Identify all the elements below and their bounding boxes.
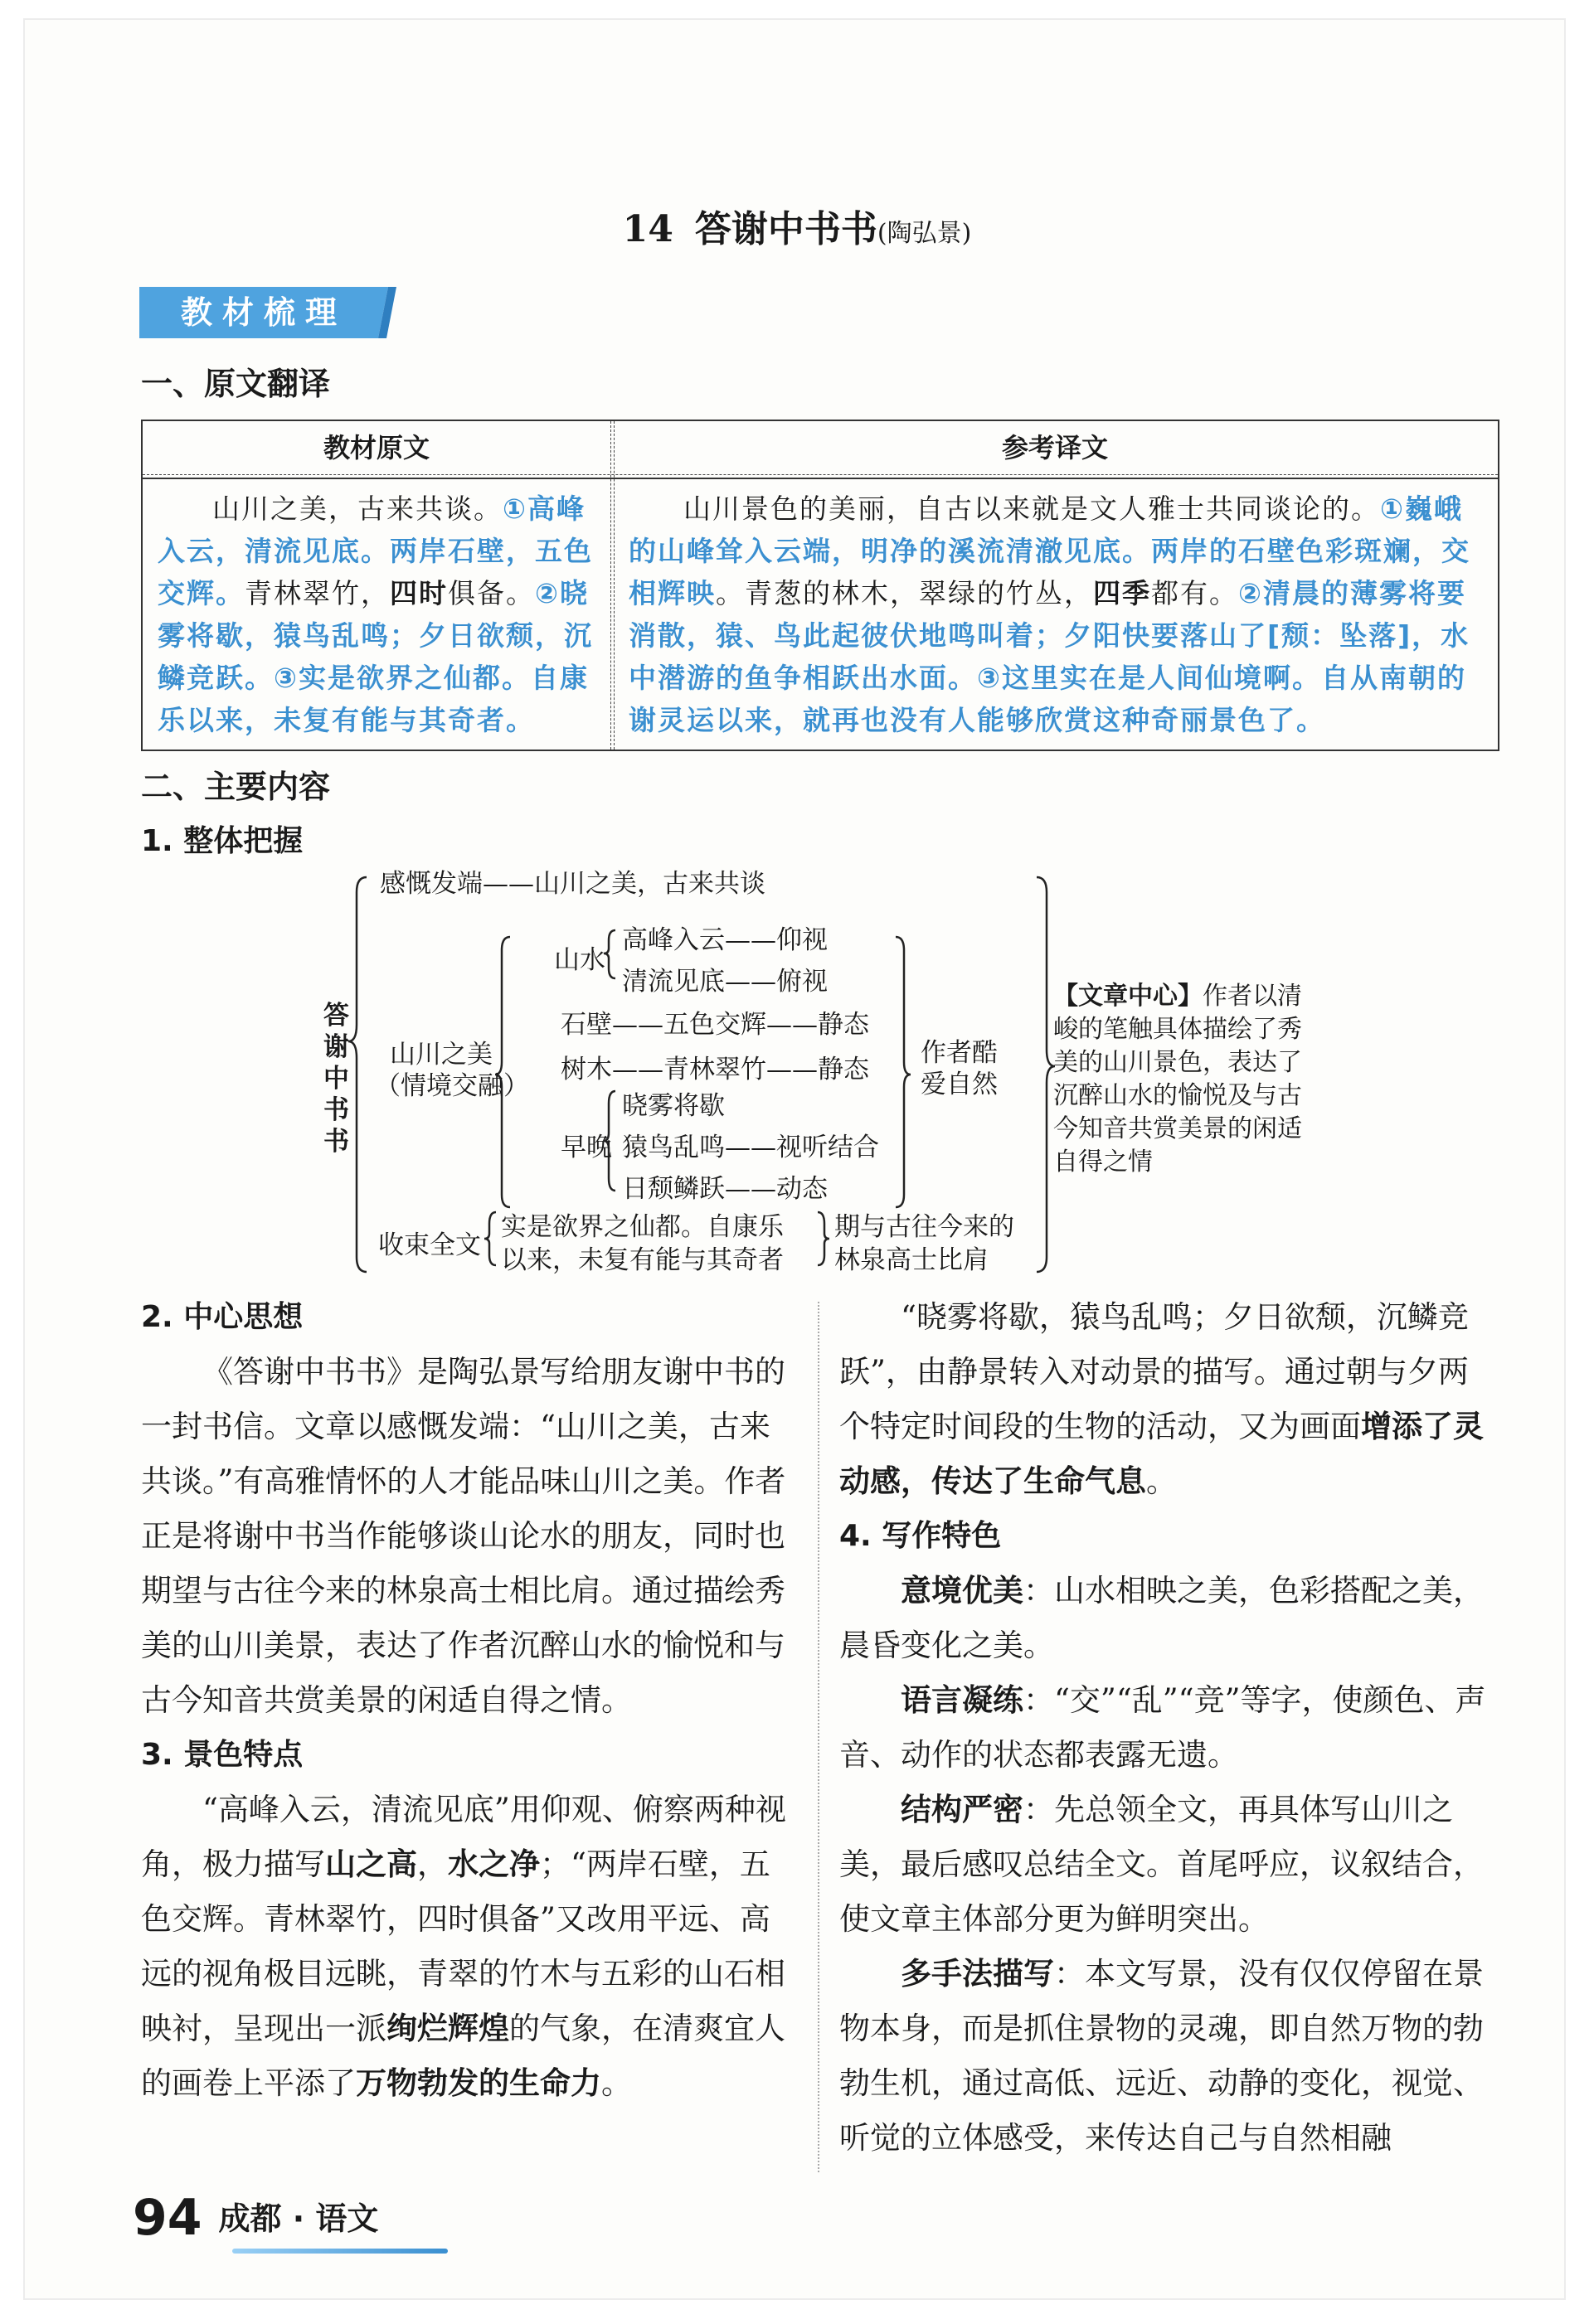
diagram-zaowan-b: 猿鸟乱鸣——视听结合 [622,1133,879,1162]
banner-label: 教材梳理 [180,294,347,331]
diagram-middle-label: 山川之美 [390,1040,493,1070]
feature-4 [839,1947,1496,2166]
translation-segment: 石壁色彩斑斓，交相辉映 [629,535,1470,609]
lesson-author: (陶弘景) [877,219,972,248]
footer-underline [232,2249,448,2254]
original-segment: 青林翠竹， [245,577,390,609]
translation-segment: 夕阳快要落山了[颓：坠落]，水中潜游的鱼 [629,619,1470,694]
diagram-intro: 感慨发端——山川之美，古来共谈 [380,869,765,899]
section2-heading: 二、主要内容 [141,769,331,805]
text-span: “高峰入云，清流见底”用仰观、俯察两种视角，极力描写 [141,1792,786,1882]
scenery-paragraph-2 [839,1290,1496,1509]
feature-text: ：山水相映之美，色彩搭配之美，晨昏变化之美。 [839,1573,1484,1663]
table-divider [614,421,615,750]
translation-segment: 都有。 [1151,577,1238,609]
page-number: 94 [133,2189,202,2247]
subheading-scenery: 3. 景色特点 [141,1738,304,1772]
lesson-title: 答谢中书书 [694,208,877,250]
translation-segment: 欣赏 [1035,704,1093,736]
text-span: 。 [601,2065,632,2101]
bold-span: 万物勃发的生命力 [356,2065,601,2101]
translation-segment: 消散 [629,619,687,652]
subheading-writing-features: 4. 写作特色 [839,1519,1002,1553]
bold-span: 增添了灵动感，传达了生命气息 [839,1409,1484,1499]
original-segment: ①高峰入云，清流见底。两岸石壁，五色交辉。 [158,492,593,609]
left-column [141,1290,798,2111]
diagram-zaowan-c: 日颓鳞跃——动态 [622,1174,828,1204]
original-segment: 夕日欲颓，沉鳞 [158,619,593,694]
feature-label: 语言凝练 [901,1682,1023,1718]
original-segment: 俱备。 [448,577,535,609]
original-segment: ②晓雾将歇，猿鸟乱鸣； [158,577,589,652]
feature-3 [839,1783,1496,1947]
feature-2 [839,1673,1496,1783]
page-title [0,199,1594,252]
diagram-zaowan-a: 晓雾将歇 [622,1091,725,1121]
text-span: ， [417,1846,448,1882]
page-footer [133,2189,378,2255]
diagram-shumu: 树木——青林翠竹——静态 [561,1055,869,1084]
translation-segment: ①巍峨的山峰耸入云端，明净的溪流清澈见底。两岸的 [629,492,1463,567]
diagram-end-a: 实是欲界之仙都。自康乐 [501,1212,784,1242]
translation-table [141,420,1499,751]
translation-segment: 。青葱的林木，翠绿的竹丛， [716,577,1093,609]
diagram-shanshui-b: 清流见底——俯视 [622,967,828,997]
diagram-author-love-2: 爱自然 [921,1070,998,1099]
column-divider [818,1302,819,2172]
translation-segment: ②清晨的薄雾将要 [1238,577,1466,609]
text-span: “晓雾将歇，猿鸟乱鸣；夕日欲颓，沉鳞竞跃”，由静景转入对动景的描写。通过朝与夕两个特定时间段的生物的活动，又为画面 [839,1299,1469,1444]
diagram-center-text: 作者以清峻的笔触具体描绘了秀美的山川景色，表达了沉醉山水的愉悦及与古今知音共赏美景的闲适自得之情 [1053,982,1302,1177]
original-segment: 。自康乐以来，未复有能 [158,662,589,736]
table-divider [143,478,1498,479]
feature-text: ：本文写景，没有仅仅停留在景物本身，而是抓住景物的灵魂，即自然万物的勃勃生机，通过高低、远近、动静的变化，视觉、听觉的立体感受，来传达自己与自然相融 [839,1956,1484,2156]
diagram-end-b: 以来，未复有能与其奇者 [501,1245,784,1275]
feature-text: ：“交”“乱”“竞”等字，使颜色、声音、动作的状态都表露无遗。 [839,1682,1486,1773]
translation-segment: 四季 [1093,577,1151,609]
original-segment: 欲界之仙都 [356,662,502,694]
translation-segment: 山川景色的美丽，自古以来就是文人雅士共同谈论的。 [683,492,1380,525]
translation-segment: 这种奇丽景色了。 [1093,704,1325,736]
diagram-center-box [1053,980,1319,1179]
original-segment: 四时 [390,577,448,609]
table-header-translation: 参考译文 [1001,432,1108,463]
central-idea-text: 《答谢中书书》是陶弘景写给朋友谢中书的一封书信。文章以感慨发端：“山川之美，古来共谈。”有高雅情怀的人才能品味山川之美。作者正是将谢中书当作能够谈山论水的朋友，同时也期望与古往今来的林泉高士相比肩。通过描绘秀美的山川美景，表达了作者沉醉山水的愉悦和与古今知音共赏美景的闲适自得之情。 [141,1354,786,1718]
scenery-paragraph [141,1783,798,2111]
diagram-end-d: 林泉高士比肩 [834,1245,989,1275]
original-segment: 其奇者。 [419,704,535,736]
diagram-root: 答谢中书书 [323,1001,349,1157]
diagram-shanshui: 山水 [554,945,605,975]
diagram-author-love-1: 作者酷 [921,1038,998,1068]
original-text-cell [158,488,597,741]
translation-segment: 人间仙境 [1146,662,1263,694]
table-divider [610,421,611,750]
text-span: 的气象，在清爽宜人的画卷上平添了 [141,2011,785,2101]
table-header-original: 教材原文 [323,432,430,463]
translation-text-cell [629,488,1483,741]
translation-segment: 争相跃出水面。③这里实在是 [774,662,1147,694]
subheading-central-idea: 2. 中心思想 [141,1300,304,1334]
original-segment: 与 [390,704,419,736]
original-segment: 竞跃。③实是 [187,662,357,694]
translation-segment: 啊。自从南朝的谢灵运以来，就再也没有人能够 [629,662,1466,736]
diagram-end-label: 收束全文 [378,1230,481,1260]
text-span: ；“两岸石壁，五色交辉。青林翠竹，四时俱备”又改用平远、高远的视角极目远眺，青翠的竹木与五彩的山石相映衬，呈现出一派 [141,1846,785,2046]
right-column [839,1290,1496,2166]
diagram-zaowan: 早晚 [561,1133,612,1162]
feature-1 [839,1564,1496,1673]
section1-heading: 一、原文翻译 [141,366,331,402]
lesson-number: 14 [622,208,673,250]
diagram-center-title: 【文章中心】 [1053,982,1203,1011]
bold-span: 山之高 [325,1846,417,1882]
diagram-end-c: 期与古往今来的 [834,1212,1014,1242]
diagram-shanshui-a: 高峰入云——仰视 [622,925,828,955]
diagram-middle-sub: （情境交融） [375,1071,529,1101]
feature-label: 意境优美 [901,1573,1023,1608]
text-span: 。 [1146,1463,1177,1499]
structure-diagram [323,867,1319,1282]
footer-label: 成都 · 语文 [218,2200,379,2237]
section-banner [139,287,396,338]
feature-label: 结构严密 [901,1792,1023,1827]
feature-label: 多手法描写 [901,1956,1054,1992]
bold-span: 绚烂辉煌 [386,2011,509,2046]
bold-span: 水之净 [448,1846,540,1882]
subheading-overall: 1. 整体把握 [141,824,304,858]
original-segment: 山川之美，古来共谈。 [212,492,503,525]
table-divider [143,474,1498,475]
diagram-shibi: 石壁——五色交辉——静态 [561,1010,869,1040]
translation-segment: ，猿、鸟此起彼伏地鸣叫着； [687,619,1064,652]
feature-text: ：先总领全文，再具体写山川之美，最后感叹总结全文。首尾呼应，议叙结合，使文章主体部分更为鲜明突出。 [839,1792,1484,1937]
